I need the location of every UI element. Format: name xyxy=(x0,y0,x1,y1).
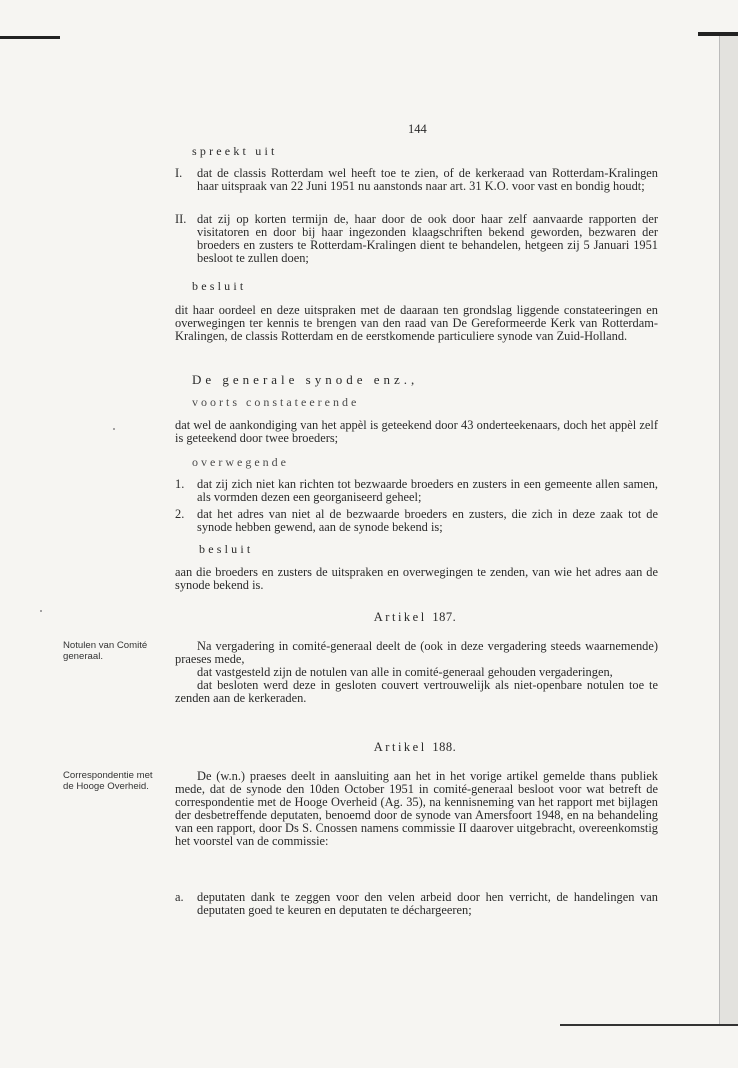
scan-edge-top xyxy=(0,36,60,39)
list-item xyxy=(175,213,658,265)
item-number: II. xyxy=(175,212,187,226)
item-text: dat het adres van niet al de bezwaarde broeders en zusters, die zich in deze zaak tot de synode hebben gewend, aan de synode bekend is; xyxy=(197,507,658,534)
item-text: deputaten dank te zeggen voor den velen arbeid door hen verricht, de handelingen van deputaten goed te keuren en deputaten te déchargeeren; xyxy=(197,890,658,917)
margin-note-correspondentie: Correspondentie met de Hooge Overheid. xyxy=(63,770,153,792)
paragraph: dat besloten werd deze in gesloten couvert vertrouwelijk als niet-openbare notulen toe te zenden aan de kerkeraden. xyxy=(175,678,658,705)
item-number: I. xyxy=(175,166,183,180)
artikel-number: 187. xyxy=(432,610,457,624)
item-text: dat de classis Rotterdam wel heeft toe te zien, of de kerkeraad van Rotterdam-Kralingen haar uitspraak van 22 Juni 1951 nu aanstonds naar art. 31 K.O. voor vast en bondig houdt; xyxy=(197,166,658,193)
besluit-heading: besluit xyxy=(192,279,247,293)
scan-speck xyxy=(113,428,115,430)
list-item xyxy=(175,508,658,534)
list-item xyxy=(175,167,658,193)
item-text: dat zij zich niet kan richten tot bezwaarde broeders en zusters in een gemeente allen samen, als vormden dezen een georganiseerd geheel; xyxy=(197,477,658,504)
item-number: 1. xyxy=(175,477,185,491)
overwegende-label: overwegende xyxy=(192,455,289,469)
constateerende-paragraph: dat wel de aankondiging van het appèl is geteekend door 43 onderteekenaars, doch het appèl zelf is geteekend door twee broeders; xyxy=(175,418,658,445)
scan-speck xyxy=(40,610,42,612)
artikel-word: Artikel xyxy=(373,610,427,624)
list-item xyxy=(175,891,658,917)
paragraph: dat vastgesteld zijn de notulen van alle in comité-generaal gehouden vergaderingen, xyxy=(197,665,613,679)
artikel-187-body xyxy=(175,640,658,705)
artikel-number: 188. xyxy=(432,740,457,754)
paragraph: Na vergadering in comité-generaal deelt de (ook in deze vergadering steeds waarnemende) praeses mede, xyxy=(175,639,658,666)
page-number: 144 xyxy=(408,122,427,136)
besluit-paragraph: dit haar oordeel en deze uitspraken met de daaraan ten grondslag liggende constateeringen en overwegingen ter kennis te brengen van den raad van De Gereformeerde Kerk van Rotterdam-Kralingen, de classis Rotterdam en de eerstkomende particuliere synode van Zuid-Holland. xyxy=(175,303,658,343)
artikel-188-paragraph: De (w.n.) praeses deelt in aansluiting aan het in het vorige artikel gemelde thans publiek mede, dat de synode den 10den October 1951 in comité-generaal besloot voor wat betreft de correspondentie met de Hooge Overheid (Ag. 35), na kennisneming van het rapport met bijlagen der desbetreffende deputaten, benoemd door de synode van Amersfoort 1948, en na behandeling van een rapport, door Ds S. Cnossen namens commissie II daarover uitgebracht, overeenkomstig het voorstel van de commissie: xyxy=(175,769,658,848)
besluit-paragraph-2: aan die broeders en zusters de uitspraken en overwegingen te zenden, van wie het adres aan de synode bekend is. xyxy=(175,565,658,592)
margin-note-notulen: Notulen van Comité generaal. xyxy=(63,640,148,662)
scan-edge-right xyxy=(719,36,738,1026)
item-number: 2. xyxy=(175,507,185,521)
item-text: dat zij op korten termijn de, haar door de ook door haar zelf aanvaarde rapporten der visitatoren en door bij haar ingezonden klaagschriften bekend geworden, bezwaren der broeders en zusters te Rotterdam-Kralingen dient te behandelen, hetgeen zij 5 Januari 1951 besloot te zullen doen; xyxy=(197,212,658,265)
synode-heading: De generale synode enz., xyxy=(192,372,419,387)
constateerende-label: voorts constateerende xyxy=(192,395,360,409)
scan-edge-bottom xyxy=(560,1024,738,1026)
item-number: a. xyxy=(175,890,184,904)
list-item xyxy=(175,478,658,504)
spreekt-uit-heading: spreekt uit xyxy=(192,144,278,158)
artikel-187-heading xyxy=(300,610,530,625)
artikel-188-heading xyxy=(300,740,530,755)
besluit-heading-2: besluit xyxy=(199,542,254,556)
artikel-word: Artikel xyxy=(373,740,427,754)
